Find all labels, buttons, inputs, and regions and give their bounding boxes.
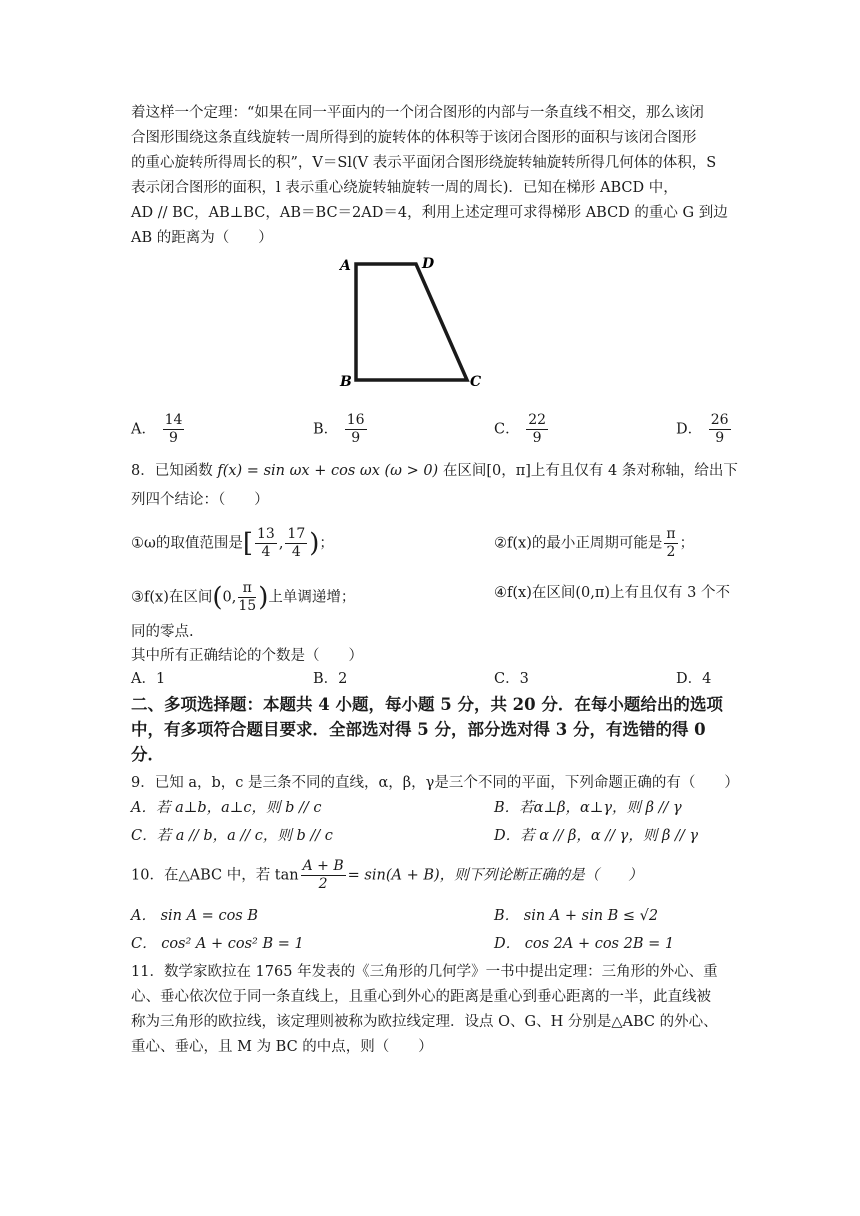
q8-s1-frac-2 — [285, 526, 307, 561]
q7-option-d-num: 26 — [710, 412, 729, 428]
q9-option-c[interactable]: C．若 a // b，a // c，则 b // c — [131, 828, 333, 844]
q7-option-b[interactable] — [313, 412, 369, 447]
q10-option-b[interactable]: B． sin A + sin B ≤ √2 — [494, 908, 659, 924]
q8-s3-num: π — [238, 580, 256, 598]
intro-line-5: AD // BC，AB⊥BC，AB＝BC＝2AD＝4，利用上述定理可求得梯形 ABCD 的重心 G 到边 — [131, 205, 728, 221]
label-A: A — [340, 258, 351, 274]
q8-s1-frac-1 — [255, 526, 277, 561]
q8-statement-1: ①ω的取值范围是[ $\frac{13}{4}$ , $\frac{17}{4}$ )； — [131, 526, 334, 560]
q11-line-2: 心、垂心依次位于同一条直线上，且重心到外心的距离是重心到垂心距离的一半，此直线被 — [131, 989, 711, 1005]
section-2-heading-line-3: 分． — [131, 745, 164, 764]
q7-option-b-letter: B． — [313, 421, 339, 438]
q8-option-c[interactable]: C．3 — [494, 671, 529, 687]
q8-statement-4-cont: 同的零点. — [131, 624, 194, 640]
q10-option-a[interactable]: A． sin A = cos B — [131, 908, 259, 924]
q8-option-a[interactable]: A．1 — [131, 671, 166, 687]
section-2-heading-line-1: 二、多项选择题：本题共 4 小题，每小题 5 分，共 20 分．在每小题给出的选项 — [131, 695, 723, 714]
intro-line-3: 的重心旋转所得周长的积”，V＝Sl(V 表示平面闭合图形绕旋转轴旋转所得几何体的体积，S — [131, 155, 717, 171]
q8-stem-post: 在区间[0，π]上有且仅有 4 条对称轴，给出下 — [438, 463, 738, 479]
q7-option-c[interactable] — [494, 412, 550, 447]
q8-s2-frac — [664, 526, 677, 561]
q7-option-a-num: 14 — [164, 412, 183, 428]
q10-den: 2 — [318, 876, 328, 892]
q10-stem-pre: 10．在△ABC 中，若 tan — [131, 867, 299, 884]
q8-s1-den-2: 4 — [291, 544, 301, 560]
q8-ask: 其中所有正确结论的个数是（ ） — [131, 648, 363, 664]
q8-function: f(x) = sin ωx + cos ωx (ω > 0) — [217, 463, 439, 479]
q8-stem-pre: 8．已知函数 — [131, 463, 218, 479]
q7-option-d[interactable] — [676, 412, 733, 447]
q8-stem — [131, 461, 738, 481]
q10-option-c[interactable]: C． cos² A + cos² B = 1 — [131, 936, 304, 952]
q8-option-b[interactable]: B．2 — [313, 671, 348, 687]
q8-stem-line-2: 列四个结论：（ ） — [131, 492, 269, 508]
q10-option-d[interactable]: D． cos 2A + cos 2B = 1 — [494, 936, 675, 952]
q8-s1-pre: ①ω的取值范围是 — [131, 535, 243, 552]
q8-s3-close-paren: ) — [258, 582, 269, 613]
q8-s3-frac — [238, 580, 256, 615]
q7-option-c-den: 9 — [532, 430, 542, 446]
q7-option-d-den: 9 — [715, 430, 725, 446]
q7-option-d-letter: D． — [676, 421, 703, 438]
q10-num: A + B — [302, 858, 344, 874]
intro-line-6: AB 的距离为（ ） — [131, 230, 273, 246]
q9-stem: 9．已知 a，b，c 是三条不同的直线，α，β，γ是三个不同的平面，下列命题正确的有（ ） — [131, 775, 739, 791]
section-2-heading-line-2: 中，有多项符合题目要求．全部选对得 5 分，部分选对得 3 分，有选错的得 0 — [131, 720, 706, 739]
q8-statement-3 — [131, 580, 355, 615]
intro-line-1: 着这样一个定理：“如果在同一平面内的一个闭合图形的内部与一条直线不相交，那么该闭 — [131, 105, 704, 121]
q7-option-b-num: 16 — [346, 412, 365, 428]
q7-option-c-letter: C． — [494, 421, 520, 438]
q7-option-c-num: 22 — [528, 412, 547, 428]
q11-line-4: 重心、垂心，且 M 为 BC 的中点，则（ ） — [131, 1039, 433, 1055]
trapezoid-shape — [356, 264, 467, 380]
label-C: C — [470, 374, 482, 390]
q8-s1-open-bracket: [ — [242, 528, 253, 559]
q8-s3-zero: 0, — [222, 589, 237, 606]
q7-option-b-den: 9 — [351, 430, 361, 446]
q8-s2-pre: ②f(x)的最小正周期可能是 — [494, 535, 663, 552]
q8-s3-post: 上单调递增； — [268, 589, 356, 606]
q7-option-b-fraction — [345, 412, 367, 447]
q8-statement-2: ②f(x)的最小正周期可能是 $\frac{\pi}{2}$ ； — [494, 526, 695, 560]
q7-option-a[interactable] — [131, 412, 186, 447]
q11-line-3: 称为三角形的欧拉线，该定理则被称为欧拉线定理．设点 O、G、H 分别是△ABC 的外心、 — [131, 1014, 718, 1030]
q10-stem-post: = sin(A + B)，则下列论断正确的是（ ） — [347, 867, 643, 884]
q11-line-1: 11．数学家欧拉在 1765 年发表的《三角形的几何学》一书中提出定理：三角形的外心、重 — [131, 964, 718, 980]
q8-s3-den: 15 — [238, 598, 257, 614]
q8-s2-num: π — [666, 526, 676, 542]
q7-option-a-fraction — [163, 412, 185, 447]
q9-option-d[interactable]: D．若 α // β，α // γ，则 β // γ — [494, 828, 698, 844]
intro-line-4: 表示闭合图形的面积，l 表示重心绕旋转轴旋转一周的周长)．已知在梯形 ABCD 中， — [131, 180, 678, 196]
q8-s3-pre: ③f(x)在区间 — [131, 589, 213, 606]
label-B: B — [340, 374, 352, 390]
q7-option-a-den: 9 — [169, 430, 178, 446]
q8-s1-den-1: 4 — [261, 544, 271, 560]
q7-option-a-letter: A． — [131, 421, 156, 438]
q7-option-d-fraction — [709, 412, 731, 447]
q10-fraction — [301, 858, 346, 893]
q8-option-d[interactable]: D．4 — [676, 671, 712, 687]
q7-option-c-fraction — [526, 412, 548, 447]
intro-line-2: 合图形围绕这条直线旋转一周所得到的旋转体的体积等于该闭合图形的面积与该闭合图形 — [131, 130, 697, 146]
q8-s2-den: 2 — [666, 544, 676, 560]
q9-option-b[interactable]: B．若α⊥β，α⊥γ，则 β // γ — [494, 800, 682, 816]
q9-option-a[interactable]: A．若 a⊥b，a⊥c，则 b // c — [131, 800, 322, 816]
q10-stem — [131, 858, 643, 893]
q8-statement-4: ④f(x)在区间(0,π)上有且仅有 3 个不 — [494, 585, 730, 601]
trapezoid-figure — [330, 246, 540, 406]
q8-s1-num-1: 13 — [256, 526, 275, 542]
q8-s3-open-paren: ( — [212, 582, 223, 613]
q8-s1-close-paren: ) — [309, 528, 320, 559]
label-D: D — [422, 256, 435, 272]
q8-s1-num-2: 17 — [287, 526, 306, 542]
